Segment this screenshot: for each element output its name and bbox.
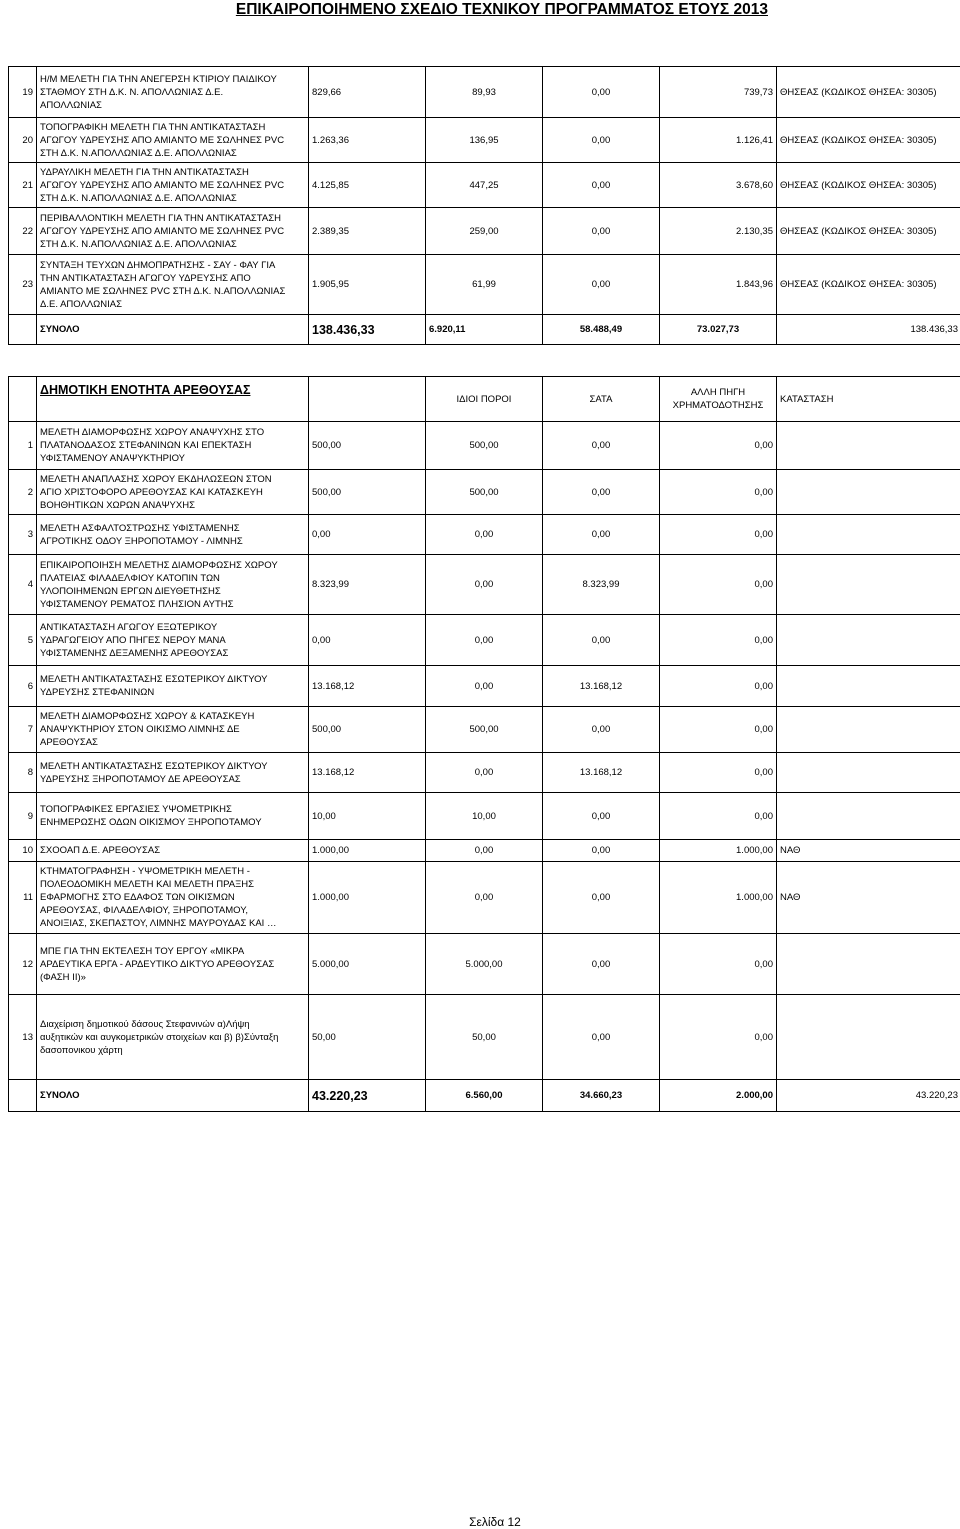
amount-cell: 0,00 (543, 118, 660, 163)
amount-cell: 739,73 (660, 67, 777, 118)
table-row (9, 515, 960, 555)
amount-cell: 13.168,12 (309, 666, 426, 707)
row-number: 23 (9, 255, 37, 315)
amount-cell: 0,00 (660, 470, 777, 515)
column-header-sata: ΣΑΤΑ (543, 377, 660, 422)
amount-cell: 829,66 (309, 67, 426, 118)
row-number: 19 (9, 67, 37, 118)
amount-cell: 0,00 (543, 470, 660, 515)
table-row (9, 118, 960, 163)
amount-cell: 136,95 (426, 118, 543, 163)
amount-cell: 0,00 (426, 753, 543, 793)
status-cell: ΘΗΣΕΑΣ (ΚΩΔΙΚΟΣ ΘΗΣΕΑ: 30305) (777, 208, 960, 255)
amount-cell: 0,00 (426, 862, 543, 934)
amount-cell: 0,00 (660, 793, 777, 840)
amount-cell: 61,99 (426, 255, 543, 315)
table-row (9, 67, 960, 118)
row-number: 13 (9, 995, 37, 1080)
table-row (9, 862, 960, 934)
total-amount: 58.488,49 (543, 315, 660, 345)
total-amount: 138.436,33 (309, 315, 426, 345)
total-amount: 2.000,00 (660, 1080, 777, 1112)
amount-cell: 3.678,60 (660, 163, 777, 208)
table-row (9, 707, 960, 753)
total-row (9, 315, 960, 345)
amount-cell: 13.168,12 (543, 753, 660, 793)
project-description: ΤΟΠΟΓΡΑΦΙΚΕΣ ΕΡΓΑΣΙΕΣ ΥΨΟΜΕΤΡΙΚΗΣ ΕΝΗΜΕΡΩΣΗΣ ΟΔΩΝ ΟΙΚΙΣΜΟΥ ΞΗΡΟΠΟΤΑΜΟΥ (37, 793, 309, 840)
amount-cell: 2.130,35 (660, 208, 777, 255)
status-cell (777, 995, 960, 1080)
projects-table-1 (8, 66, 960, 345)
amount-cell: 1.000,00 (660, 840, 777, 862)
status-cell: ΝΑΘ (777, 862, 960, 934)
row-number: 12 (9, 934, 37, 995)
amount-cell: 0,00 (543, 793, 660, 840)
amount-cell: 1.905,95 (309, 255, 426, 315)
status-cell (777, 753, 960, 793)
amount-cell: 0,00 (426, 555, 543, 615)
table-row (9, 840, 960, 862)
amount-cell: 500,00 (309, 470, 426, 515)
project-description: ΤΟΠΟΓΡΑΦΙΚΗ ΜΕΛΕΤΗ ΓΙΑ ΤΗΝ ΑΝΤΙΚΑΤΑΣΤΑΣΗ ΑΓΩΓΟΥ ΥΔΡΕΥΣΗΣ ΑΠΟ ΑΜΙΑΝΤΟ ΜΕ ΣΩΛΗΝΕΣ PVC ΣΤΗ Δ.Κ. Ν.ΑΠΟΛΛΩΝΙΑΣ Δ.Ε. ΑΠΟΛΛΩΝΙΑΣ (37, 118, 309, 163)
amount-cell: 5.000,00 (309, 934, 426, 995)
amount-cell: 0,00 (543, 934, 660, 995)
table-row (9, 615, 960, 666)
amount-cell: 0,00 (309, 515, 426, 555)
status-cell (777, 707, 960, 753)
amount-cell: 1.263,36 (309, 118, 426, 163)
amount-cell: 50,00 (309, 995, 426, 1080)
status-cell (777, 793, 960, 840)
amount-cell: 13.168,12 (309, 753, 426, 793)
amount-cell: 0,00 (543, 840, 660, 862)
project-description: ΜΠΕ ΓΙΑ ΤΗΝ ΕΚΤΕΛΕΣΗ ΤΟΥ ΕΡΓΟΥ «ΜΙΚΡΑ ΑΡΔΕΥΤΙΚΑ ΕΡΓΑ - ΑΡΔΕΥΤΙΚΟ ΔΙΚΤΥΟ ΑΡΕΘΟΥΣΑΣ (ΦΑΣΗ ΙΙ)» (37, 934, 309, 995)
column-header-own: ΙΔΙΟΙ ΠΟΡΟΙ (426, 377, 543, 422)
row-number: 5 (9, 615, 37, 666)
project-description: ΥΔΡΑΥΛΙΚΗ ΜΕΛΕΤΗ ΓΙΑ ΤΗΝ ΑΝΤΙΚΑΤΑΣΤΑΣΗ ΑΓΩΓΟΥ ΥΔΡΕΥΣΗΣ ΑΠΟ ΑΜΙΑΝΤΟ ΜΕ ΣΩΛΗΝΕΣ PVC ΣΤΗ Δ.Κ. Ν.ΑΠΟΛΛΩΝΙΑΣ Δ.Ε. ΑΠΟΛΛΩΝΙΑΣ (37, 163, 309, 208)
row-number: 20 (9, 118, 37, 163)
project-description: Η/Μ ΜΕΛΕΤΗ ΓΙΑ ΤΗΝ ΑΝΕΓΕΡΣΗ ΚΤΙΡΙΟΥ ΠΑΙΔΙΚΟΥ ΣΤΑΘΜΟΥ ΣΤΗ Δ.Κ. Ν. ΑΠΟΛΛΩΝΙΑΣ Δ.Ε. ΑΠΟΛΛΩΝΙΑΣ (37, 67, 309, 118)
amount-cell: 10,00 (426, 793, 543, 840)
amount-cell: 500,00 (426, 470, 543, 515)
status-cell: ΘΗΣΕΑΣ (ΚΩΔΙΚΟΣ ΘΗΣΕΑ: 30305) (777, 118, 960, 163)
table-row (9, 555, 960, 615)
table-row (9, 208, 960, 255)
project-description: ΠΕΡΙΒΑΛΛΟΝΤΙΚΗ ΜΕΛΕΤΗ ΓΙΑ ΤΗΝ ΑΝΤΙΚΑΤΑΣΤΑΣΗ ΑΓΩΓΟΥ ΥΔΡΕΥΣΗΣ ΑΠΟ ΑΜΙΑΝΤΟ ΜΕ ΣΩΛΗΝΕΣ PVC ΣΤΗ Δ.Κ. Ν.ΑΠΟΛΛΩΝΙΑΣ Δ.Ε. ΑΠΟΛΛΩΝΙΑΣ (37, 208, 309, 255)
amount-cell: 500,00 (426, 422, 543, 470)
project-description: ΜΕΛΕΤΗ ΔΙΑΜΟΡΦΩΣΗΣ ΧΩΡΟΥ ΑΝΑΨΥΧΗΣ ΣΤΟ ΠΛΑΤΑΝΟΔΑΣΟΣ ΣΤΕΦΑΝΙΝΩΝ ΚΑΙ ΕΠΕΚΤΑΣΗ ΥΦΙΣΤΑΜΕΝΟΥ ΑΝΑΨΥΚΤΗΡΙΟΥ (37, 422, 309, 470)
column-header-status: ΚΑΤΑΣΤΑΣΗ (777, 377, 960, 422)
amount-cell: 1.843,96 (660, 255, 777, 315)
header-row (9, 377, 960, 422)
status-cell: ΘΗΣΕΑΣ (ΚΩΔΙΚΟΣ ΘΗΣΕΑ: 30305) (777, 163, 960, 208)
table-row (9, 470, 960, 515)
table-row (9, 255, 960, 315)
amount-cell: 50,00 (426, 995, 543, 1080)
row-number: 2 (9, 470, 37, 515)
amount-cell: 0,00 (660, 995, 777, 1080)
total-spacer (9, 315, 37, 345)
row-number: 1 (9, 422, 37, 470)
amount-cell: 0,00 (543, 995, 660, 1080)
total-row (9, 1080, 960, 1112)
amount-cell: 500,00 (309, 707, 426, 753)
status-cell (777, 934, 960, 995)
amount-cell: 259,00 (426, 208, 543, 255)
row-number: 11 (9, 862, 37, 934)
total-amount: 43.220,23 (309, 1080, 426, 1112)
amount-cell: 0,00 (543, 255, 660, 315)
project-description: ΣΧΟΟΑΠ Δ.Ε. ΑΡΕΘΟΥΣΑΣ (37, 840, 309, 862)
row-number: 6 (9, 666, 37, 707)
amount-cell: 89,93 (426, 67, 543, 118)
amount-cell: 8.323,99 (543, 555, 660, 615)
project-description: ΜΕΛΕΤΗ ΑΣΦΑΛΤΟΣΤΡΩΣΗΣ ΥΦΙΣΤΑΜΕΝΗΣ ΑΓΡΟΤΙΚΗΣ ΟΔΟΥ ΞΗΡΟΠΟΤΑΜΟΥ - ΛΙΜΝΗΣ (37, 515, 309, 555)
total-label: ΣΥΝΟΛΟ (37, 1080, 309, 1112)
amount-cell: 0,00 (543, 515, 660, 555)
status-cell (777, 515, 960, 555)
amount-cell: 0,00 (660, 666, 777, 707)
total-amount: 138.436,33 (777, 315, 960, 345)
row-number: 8 (9, 753, 37, 793)
amount-cell: 0,00 (660, 753, 777, 793)
project-description: ΚΤΗΜΑΤΟΓΡΑΦΗΣΗ - ΥΨΟΜΕΤΡΙΚΗ ΜΕΛΕΤΗ - ΠΟΛΕΟΔΟΜΙΚΗ ΜΕΛΕΤΗ ΚΑΙ ΜΕΛΕΤΗ ΠΡΑΞΗΣ ΕΦΑΡΜΟΓΗΣ ΣΤΟ ΕΔΑΦΟΣ ΤΩΝ ΟΙΚΙΣΜΩΝ ΑΡΕΘΟΥΣΑΣ, ΦΙΛΑΔΕΛΦΙΟΥ, ΞΗΡΟΠΟΤΑΜΟΥ, ΑΝΟΙΞΙΑΣ, ΣΚΕΠΑΣΤΟΥ, ΛΙΜΝΗΣ ΜΑΥΡΟΥΔΑΣ ΚΑΙ … (37, 862, 309, 934)
table-row (9, 753, 960, 793)
status-cell (777, 555, 960, 615)
amount-cell: 0,00 (426, 840, 543, 862)
status-cell: ΘΗΣΕΑΣ (ΚΩΔΙΚΟΣ ΘΗΣΕΑ: 30305) (777, 255, 960, 315)
row-number: 21 (9, 163, 37, 208)
project-description: ΣΥΝΤΑΞΗ ΤΕΥΧΩΝ ΔΗΜΟΠΡΑΤΗΣΗΣ - ΣΑΥ - ΦΑΥ ΓΙΑ ΤΗΝ ΑΝΤΙΚΑΤΑΣΤΑΣΗ ΑΓΩΓΟΥ ΥΔΡΕΥΣΗΣ ΑΠΟ ΑΜΙΑΝΤΟ ΜΕ ΣΩΛΗΝΕΣ PVC ΣΤΗ Δ.Κ. Ν.ΑΠΟΛΛΩΝΙΑΣ Δ.Ε. ΑΠΟΛΛΩΝΙΑΣ (37, 255, 309, 315)
total-amount: 6.560,00 (426, 1080, 543, 1112)
amount-cell: 4.125,85 (309, 163, 426, 208)
amount-cell: 0,00 (426, 666, 543, 707)
table-row (9, 995, 960, 1080)
page-number: Σελίδα 12 (0, 1515, 960, 1529)
row-number: 7 (9, 707, 37, 753)
amount-cell: 0,00 (543, 707, 660, 753)
amount-cell: 0,00 (426, 515, 543, 555)
projects-table-2 (8, 376, 960, 1112)
total-amount: 34.660,23 (543, 1080, 660, 1112)
amount-cell: 0,00 (426, 615, 543, 666)
amount-cell: 1.000,00 (309, 862, 426, 934)
amount-cell: 1.126,41 (660, 118, 777, 163)
amount-cell: 0,00 (660, 615, 777, 666)
column-header-other: ΑΛΛΗ ΠΗΓΗ ΧΡΗΜΑΤΟΔΟΤΗΣΗΣ (660, 377, 777, 422)
total-label: ΣΥΝΟΛΟ (37, 315, 309, 345)
project-description: ΕΠΙΚΑΙΡΟΠΟΙΗΣΗ ΜΕΛΕΤΗΣ ΔΙΑΜΟΡΦΩΣΗΣ ΧΩΡΟΥ ΠΛΑΤΕΙΑΣ ΦΙΛΑΔΕΛΦΙΟΥ ΚΑΤΟΠΙΝ ΤΩΝ ΥΛΟΠΟΙΗΜΕΝΩΝ ΕΡΓΩΝ ΔΙΕΥΘΕΤΗΣΗΣ ΥΦΙΣΤΑΜΕΝΟΥ ΡΕΜΑΤΟΣ ΠΛΗΣΙΟΝ ΑΥΤΗΣ (37, 555, 309, 615)
amount-cell: 0,00 (543, 422, 660, 470)
project-description: ΜΕΛΕΤΗ ΑΝΤΙΚΑΤΑΣΤΑΣΗΣ ΕΣΩΤΕΡΙΚΟΥ ΔΙΚΤΥΟΥ ΥΔΡΕΥΣΗΣ ΞΗΡΟΠΟΤΑΜΟΥ ΔΕ ΑΡΕΘΟΥΣΑΣ (37, 753, 309, 793)
amount-cell: 0,00 (660, 515, 777, 555)
status-cell (777, 615, 960, 666)
amount-cell: 0,00 (543, 67, 660, 118)
amount-cell: 8.323,99 (309, 555, 426, 615)
amount-cell: 500,00 (426, 707, 543, 753)
amount-cell: 5.000,00 (426, 934, 543, 995)
header-spacer (309, 377, 426, 422)
amount-cell: 447,25 (426, 163, 543, 208)
amount-cell: 500,00 (309, 422, 426, 470)
header-spacer (9, 377, 37, 422)
project-description: ΜΕΛΕΤΗ ΑΝΑΠΛΑΣΗΣ ΧΩΡΟΥ ΕΚΔΗΛΩΣΕΩΝ ΣΤΟΝ ΑΓΙΟ ΧΡΙΣΤΟΦΟΡΟ ΑΡΕΘΟΥΣΑΣ ΚΑΙ ΚΑΤΑΣΚΕΥΗ ΒΟΗΘΗΤΙΚΩΝ ΧΩΡΩΝ ΑΝΑΨΥΧΗΣ (37, 470, 309, 515)
amount-cell: 10,00 (309, 793, 426, 840)
table-row (9, 163, 960, 208)
amount-cell: 0,00 (543, 615, 660, 666)
amount-cell: 2.389,35 (309, 208, 426, 255)
table-row (9, 934, 960, 995)
row-number: 9 (9, 793, 37, 840)
row-number: 3 (9, 515, 37, 555)
total-amount: 6.920,11 (426, 315, 543, 345)
table-row (9, 793, 960, 840)
amount-cell: 0,00 (543, 163, 660, 208)
row-number: 22 (9, 208, 37, 255)
amount-cell: 0,00 (309, 615, 426, 666)
amount-cell: 0,00 (543, 208, 660, 255)
project-description: ΜΕΛΕΤΗ ΑΝΤΙΚΑΤΑΣΤΑΣΗΣ ΕΣΩΤΕΡΙΚΟΥ ΔΙΚΤΥΟΥ ΥΔΡΕΥΣΗΣ ΣΤΕΦΑΝΙΝΩΝ (37, 666, 309, 707)
total-amount: 43.220,23 (777, 1080, 960, 1112)
status-cell (777, 422, 960, 470)
total-amount: 73.027,73 (660, 315, 777, 345)
status-cell (777, 666, 960, 707)
status-cell: ΘΗΣΕΑΣ (ΚΩΔΙΚΟΣ ΘΗΣΕΑ: 30305) (777, 67, 960, 118)
row-number: 4 (9, 555, 37, 615)
table-row (9, 422, 960, 470)
amount-cell: 0,00 (660, 707, 777, 753)
project-description: Διαχείριση δημοτικού δάσους Στεφανινών α)Λήψη αυξητικών και αυγκομετρικών στοιχείων και β) β)Σύνταξη δασοπονικου χάρτη (37, 995, 309, 1080)
row-number: 10 (9, 840, 37, 862)
amount-cell: 1.000,00 (309, 840, 426, 862)
amount-cell: 13.168,12 (543, 666, 660, 707)
section-title: ΔΗΜΟΤΙΚΗ ΕΝΟΤΗΤΑ ΑΡΕΘΟΥΣΑΣ (37, 377, 309, 422)
project-description: ΑΝΤΙΚΑΤΑΣΤΑΣΗ ΑΓΩΓΟΥ ΕΞΩΤΕΡΙΚΟΥ ΥΔΡΑΓΩΓΕΙΟΥ ΑΠΟ ΠΗΓΕΣ ΝΕΡΟΥ ΜΑΝΑ ΥΦΙΣΤΑΜΕΝΗΣ ΔΕΞΑΜΕΝΗΣ ΑΡΕΘΟΥΣΑΣ (37, 615, 309, 666)
status-cell (777, 470, 960, 515)
table-row (9, 666, 960, 707)
amount-cell: 0,00 (660, 555, 777, 615)
page-title: ΕΠΙΚΑΙΡΟΠΟΙΗΜΕΝΟ ΣΧΕΔΙΟ ΤΕΧΝΙΚΟΥ ΠΡΟΓΡΑΜΜΑΤΟΣ ΕΤΟΥΣ 2013 (0, 0, 960, 19)
amount-cell: 0,00 (660, 934, 777, 995)
total-spacer (9, 1080, 37, 1112)
amount-cell: 0,00 (543, 862, 660, 934)
amount-cell: 0,00 (660, 422, 777, 470)
amount-cell: 1.000,00 (660, 862, 777, 934)
status-cell: ΝΑΘ (777, 840, 960, 862)
project-description: ΜΕΛΕΤΗ ΔΙΑΜΟΡΦΩΣΗΣ ΧΩΡΟΥ & ΚΑΤΑΣΚΕΥΗ ΑΝΑΨΥΚΤΗΡΙΟΥ ΣΤΟΝ ΟΙΚΙΣΜΟ ΛΙΜΝΗΣ ΔΕ ΑΡΕΘΟΥΣΑΣ (37, 707, 309, 753)
